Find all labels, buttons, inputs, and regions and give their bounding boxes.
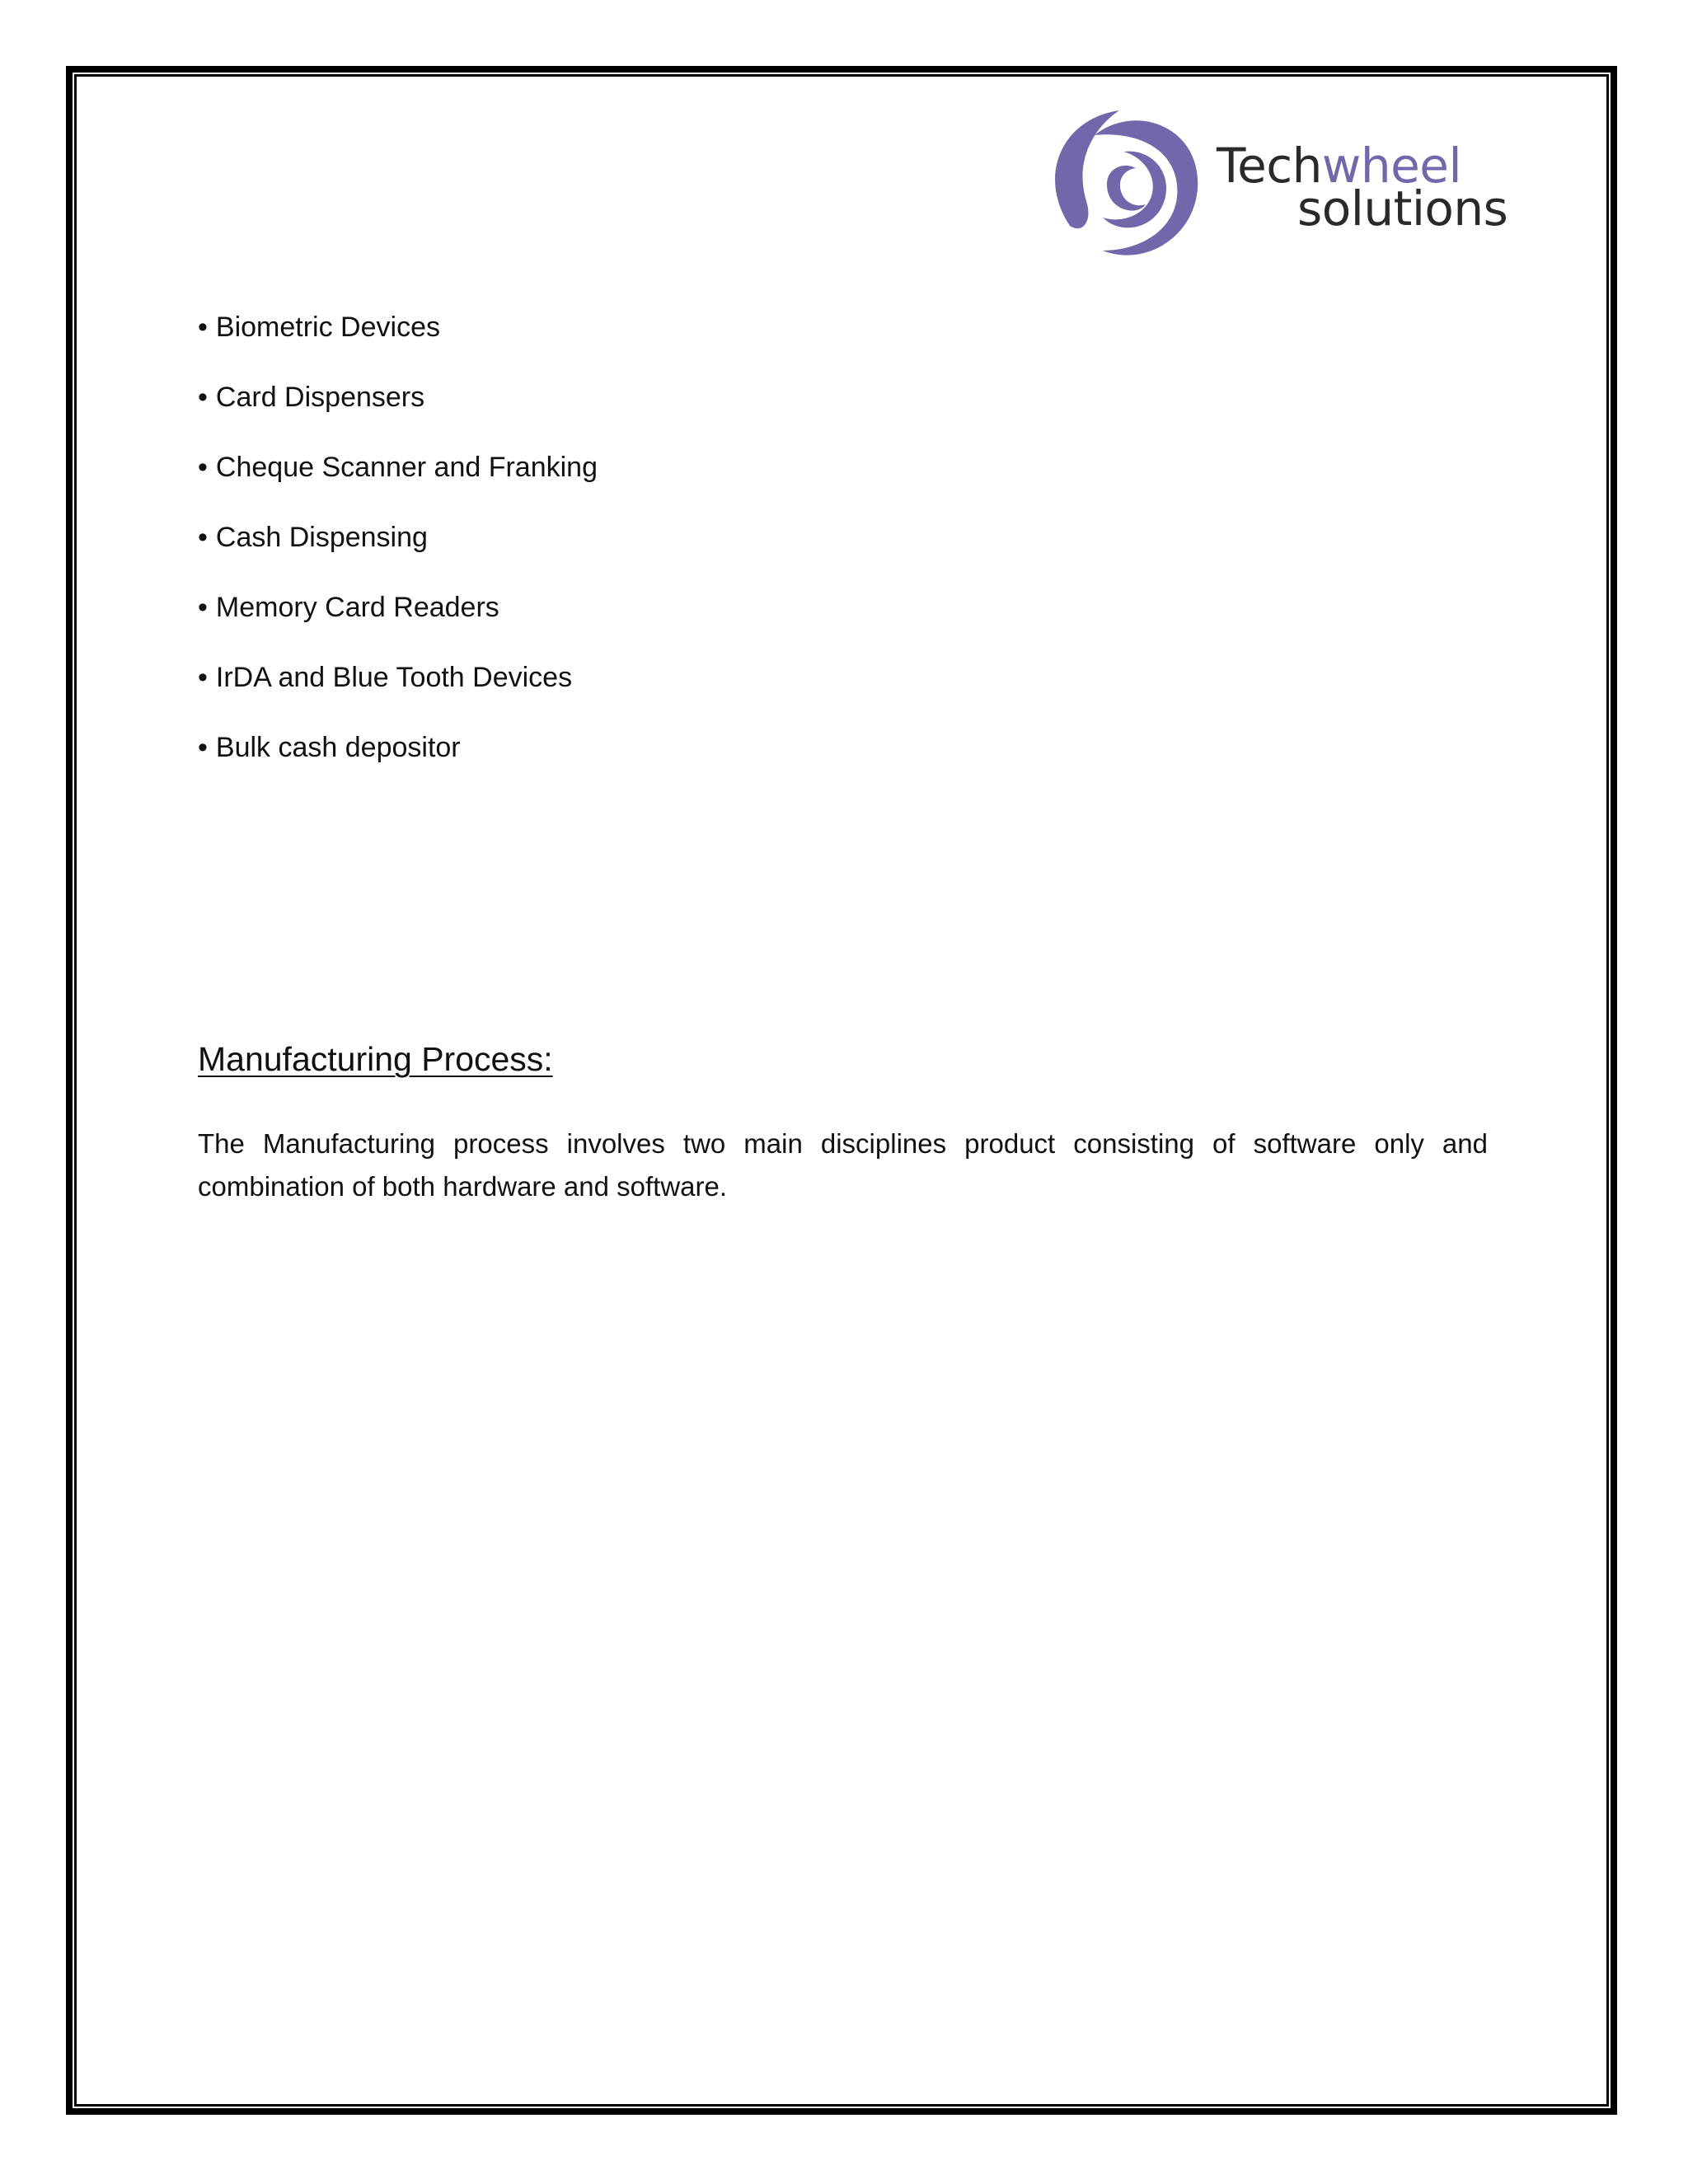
techwheel-logo [1045, 102, 1507, 275]
bullet-icon: • [198, 312, 208, 343]
bullet-icon: • [198, 592, 208, 623]
list-item-label: IrDA and Blue Tooth Devices [215, 662, 573, 693]
list-item [198, 305, 598, 375]
list-item-label: Biometric Devices [215, 312, 440, 343]
list-item [198, 725, 598, 795]
bullet-icon: • [198, 662, 208, 693]
list-item-label: Bulk cash depositor [215, 732, 461, 763]
logo-word-solutions: solutions [1297, 180, 1508, 237]
list-item-label: Cheque Scanner and Franking [215, 452, 598, 483]
logo-wordmark [1217, 138, 1508, 237]
list-item-label: Cash Dispensing [215, 522, 428, 553]
list-item [198, 655, 598, 725]
list-item [198, 515, 598, 585]
bullet-icon: • [198, 522, 208, 553]
list-item [198, 445, 598, 515]
bullet-icon: • [198, 452, 208, 483]
bullet-icon: • [198, 382, 208, 413]
list-item [198, 375, 598, 445]
section-heading: Manufacturing Process: [198, 1040, 553, 1078]
section-paragraph: The Manufacturing process involves two main disciplines product consisting of software only and combination of both hardware and software. [198, 1128, 1488, 1202]
list-item-label: Card Dispensers [215, 382, 425, 413]
logo-word-wheel: wheel [1321, 138, 1462, 194]
swirl-logo-icon [1045, 102, 1210, 267]
list-item [198, 585, 598, 655]
list-item-label: Memory Card Readers [215, 592, 499, 623]
device-list [198, 305, 598, 795]
bullet-icon: • [198, 732, 208, 763]
logo-word-tech: Tech [1217, 138, 1322, 194]
